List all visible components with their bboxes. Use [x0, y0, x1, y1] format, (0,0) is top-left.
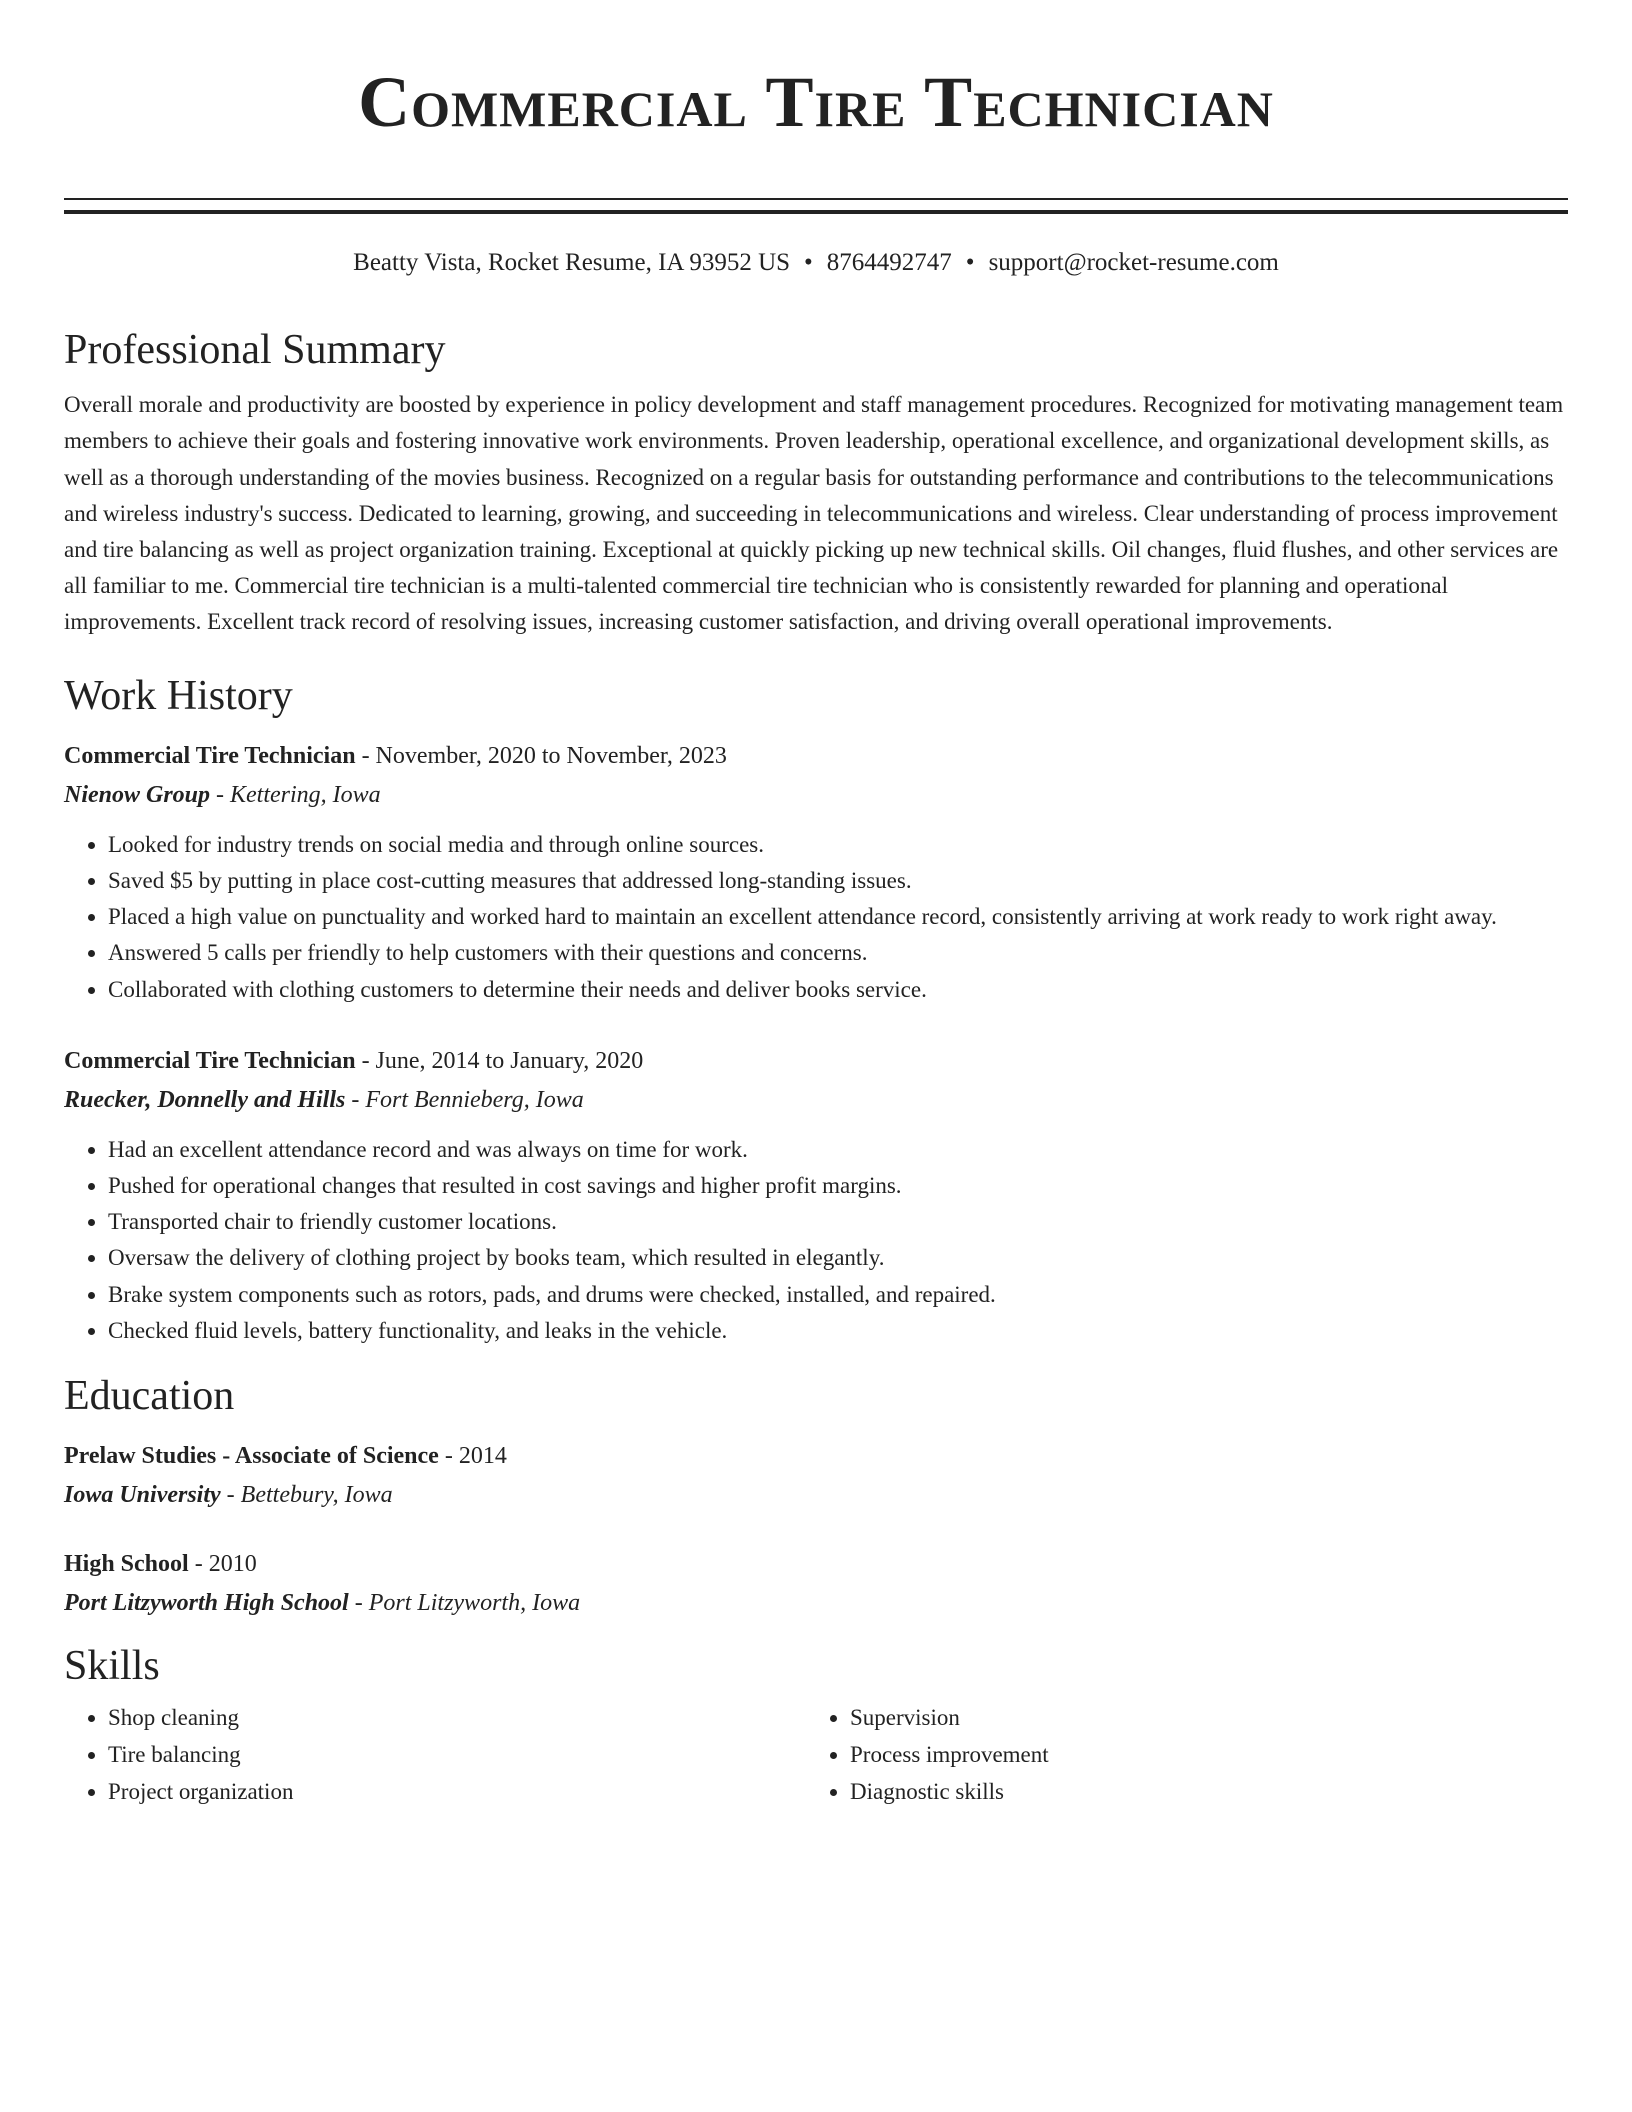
job-location: - Fort Bennieberg, Iowa [345, 1086, 584, 1113]
contact-phone: 8764492747 [826, 249, 952, 276]
job-bullet: • Brake system components such as rotors, pads, and drums were checked, installed, and repaired. [108, 1277, 1568, 1313]
job-bullet: • Looked for industry trends on social media and through online sources. [108, 827, 1568, 863]
job-dates: - June, 2014 to January, 2020 [355, 1047, 644, 1074]
job-bullet: • Placed a high value on punctuality and worked hard to maintain an excellent attendance record, consistently arriving at work ready to work right away. [108, 899, 1568, 935]
education-heading [64, 1437, 1568, 1476]
education-entry [64, 1545, 1568, 1623]
job-company: Nienow Group [64, 781, 211, 808]
skill-item: • Supervision [850, 1699, 1548, 1736]
section-title-summary: Professional Summary [64, 327, 446, 373]
job-location: - Kettering, Iowa [210, 781, 381, 808]
job-bullet-list [64, 827, 1568, 1008]
skills-column-right [806, 1699, 1548, 1810]
job-company: Ruecker, Donnelly and Hills [64, 1086, 346, 1113]
contact-address: Beatty Vista, Rocket Resume, IA 93952 US [353, 249, 791, 276]
job-heading [64, 737, 1568, 776]
contact-line [64, 247, 1568, 279]
education-entry [64, 1437, 1568, 1515]
summary-paragraph: Overall morale and productivity are boosted by experience in policy development and staff management procedures. Recognized for motivating management team members to achieve their goals and fostering innovative work environments. Proven leadership, operational excellence, and organizational development skills, as well as a thorough understanding of the movies business. Recognized on a regular basis for outstanding performance and contributions to the telecommunications and wireless industry's success. Dedicated to learning, growing, and succeeding in telecommunications and wireless. Clear understanding of process improvement and tire balancing as well as project organization training. Exceptional at quickly picking up new technical skills. Oil changes, fluid flushes, and other services are all familiar to me. Commercial tire technician is a multi-talented commercial tire technician who is consistently rewarded for planning and operational improvements. Excellent track record of resolving issues, increasing customer satisfaction, and driving overall operational improvements. [64, 392, 1564, 635]
job-heading [64, 1042, 1568, 1081]
job-position: Commercial Tire Technician [64, 742, 356, 769]
job-bullet: • Checked fluid levels, battery functionality, and leaks in the vehicle. [108, 1313, 1568, 1349]
section-title-education: Education [64, 1373, 235, 1420]
education-location: - Bettebury, Iowa [220, 1482, 393, 1509]
contact-email: support@rocket-resume.com [988, 249, 1279, 276]
job-company-line [64, 1081, 1568, 1120]
contact-separator: • [804, 249, 813, 276]
job-dates: - November, 2020 to November, 2023 [355, 742, 727, 769]
skill-item: • Process improvement [850, 1736, 1548, 1773]
skill-item: • Shop cleaning [108, 1699, 806, 1736]
education-school: Iowa University [64, 1482, 221, 1509]
education-location: - Port Litzyworth, Iowa [348, 1590, 581, 1617]
job-bullet: • Pushed for operational changes that resulted in cost savings and higher profit margins. [108, 1168, 1568, 1204]
education-year: - 2010 [188, 1551, 257, 1578]
job-entry [64, 737, 1568, 1008]
resume-title: Commercial Tire Technician [358, 62, 1274, 142]
skills-grid [64, 1699, 1568, 1810]
education-year: - 2014 [438, 1443, 507, 1470]
education-school-line [64, 1476, 1568, 1515]
job-bullet: • Transported chair to friendly customer locations. [108, 1204, 1568, 1240]
job-entry [64, 1042, 1568, 1349]
job-bullet: • Answered 5 calls per friendly to help customers with their questions and concerns. [108, 935, 1568, 971]
skill-item: • Diagnostic skills [850, 1773, 1548, 1810]
job-position: Commercial Tire Technician [64, 1047, 356, 1074]
job-bullet: • Oversaw the delivery of clothing project by books team, which resulted in elegantly. [108, 1240, 1568, 1276]
education-degree: Prelaw Studies - Associate of Science [64, 1443, 439, 1470]
job-bullet: • Saved $5 by putting in place cost-cutting measures that addressed long-standing issues. [108, 863, 1568, 899]
skill-item: • Tire balancing [108, 1736, 806, 1773]
education-degree: High School [64, 1551, 189, 1578]
skill-item: • Project organization [108, 1773, 806, 1810]
section-title-work-history: Work History [64, 672, 293, 719]
job-company-line [64, 776, 1568, 815]
education-school: Port Litzyworth High School [64, 1590, 349, 1617]
job-bullet-list [64, 1132, 1568, 1349]
skills-column-left [64, 1699, 806, 1810]
contact-separator: • [965, 249, 975, 276]
education-school-line [64, 1584, 1568, 1623]
education-heading [64, 1545, 1568, 1584]
section-title-skills: Skills [64, 1643, 160, 1690]
title-double-rule [64, 198, 1568, 214]
job-bullet: • Had an excellent attendance record and was always on time for work. [108, 1132, 1568, 1168]
job-bullet: • Collaborated with clothing customers to determine their needs and deliver books service. [108, 972, 1568, 1008]
